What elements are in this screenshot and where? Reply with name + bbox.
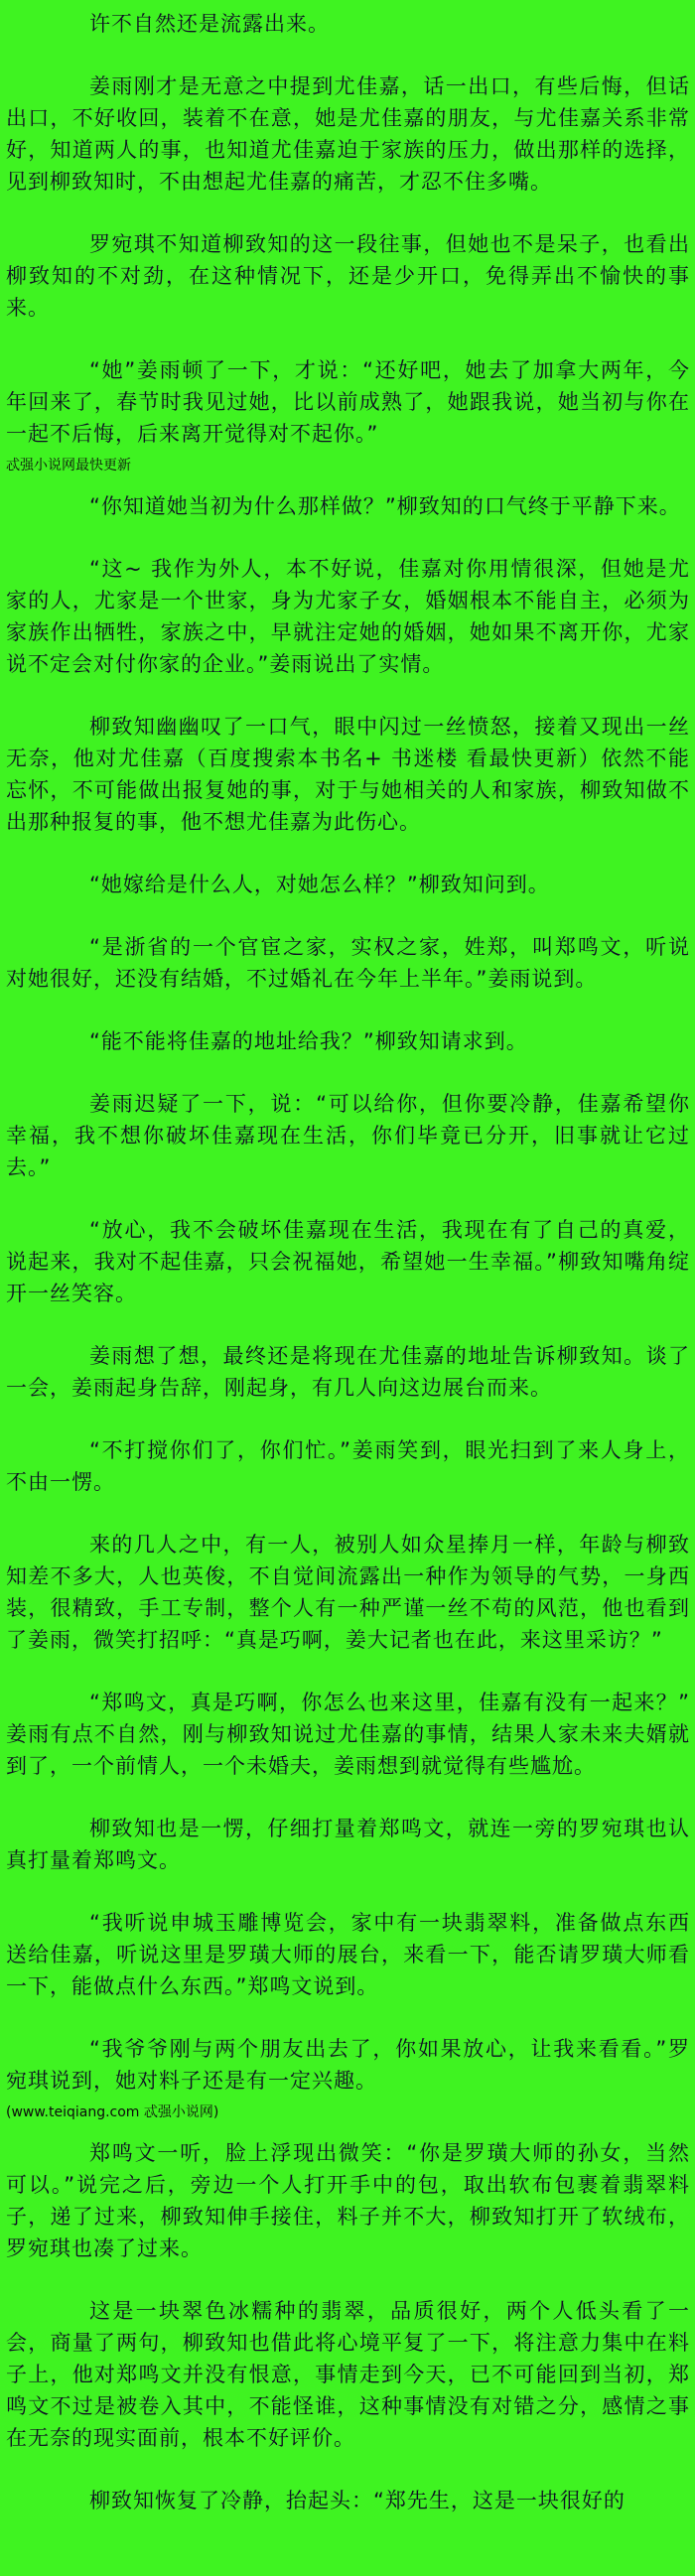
site-watermark: (www.teiqiang.com 忒强小说网) <box>6 2104 219 2120</box>
novel-paragraph: 郑鸣文一听，脸上浮现出微笑：“你是罗璜大师的孙女，当然可以。”说完之后，旁边一个人打开手中的包，取出软布包裹着翡翠料子，递了过来，柳致知伸手接住，料子并不大，柳致知打开了软绒布，罗宛琪也凑了过来。 <box>6 2141 690 2260</box>
novel-paragraph: 柳致知幽幽叹了一口气，眼中闪过一丝愤怒，接着又现出一丝无奈，他对尤佳嘉（百度搜索本书名+ 书迷楼 看最快更新）依然不能忘怀，不可能做出报复她的事，对于与她相关的人和家族，柳致知做不出那种报复的事，他不想尤佳嘉为此伤心。 <box>6 715 690 834</box>
novel-paragraph: “放心，我不会破坏佳嘉现在生活，我现在有了自己的真爱，说起来，我对不起佳嘉，只会祝福她，希望她一生幸福。”柳致知嘴角绽开一丝笑容。 <box>6 1218 690 1305</box>
novel-paragraph: “我听说申城玉雕博览会，家中有一块翡翠料，准备做点东西送给佳嘉，听说这里是罗璜大师的展台，来看一下，能否请罗璜大师看一下，能做点什么东西。”郑鸣文说到。 <box>6 1911 690 1998</box>
novel-paragraph: 姜雨刚才是无意之中提到尤佳嘉，话一出口，有些后悔，但话出口，不好收回，装着不在意，她是尤佳嘉的朋友，与尤佳嘉关系非常好，知道两人的事，也知道尤佳嘉迫于家族的压力，做出那样的选择，见到柳致知时，不由想起尤佳嘉的痛苦，才忍不住多嘴。 <box>6 74 690 194</box>
novel-paragraph: “能不能将佳嘉的地址给我？”柳致知请求到。 <box>89 1029 528 1053</box>
novel-paragraph: 柳致知也是一愣，仔细打量着郑鸣文，就连一旁的罗宛琪也认真打量着郑鸣文。 <box>6 1817 690 1872</box>
novel-paragraph: “不打搅你们了，你们忙。”姜雨笑到，眼光扫到了来人身上，不由一愣。 <box>6 1438 690 1494</box>
novel-paragraph: 姜雨想了想，最终还是将现在尤佳嘉的地址告诉柳致知。谈了一会，姜雨起身告辞，刚起身，有几人向这边展台而来。 <box>6 1344 690 1400</box>
novel-paragraph: “我爷爷刚与两个朋友出去了，你如果放心，让我来看看。”罗宛琪说到，她对料子还是有一定兴趣。 <box>6 2037 690 2093</box>
novel-paragraph: 罗宛琪不知道柳致知的这一段往事，但她也不是呆子，也看出柳致知的不对劲，在这种情况下，还是少开口，免得弄出不愉快的事来。 <box>6 232 690 320</box>
novel-paragraph: 姜雨迟疑了一下，说：“可以给你，但你要冷静，佳嘉希望你幸福，我不想你破坏佳嘉现在生活，你们毕竟已分开，旧事就让它过去。” <box>6 1092 690 1179</box>
novel-paragraph: “她嫁给是什么人，对她怎么样？”柳致知问到。 <box>89 873 550 896</box>
novel-paragraph: 柳致知恢复了冷静，抬起头：“郑先生，这是一块很好的 <box>89 2489 626 2512</box>
novel-paragraph: “这~ 我作为外人，本不好说，佳嘉对你用情很深，但她是尤家的人，尤家是一个世家，身为尤家子女，婚姻根本不能自主，必须为家族作出牺牲，家族之中，早就注定她的婚姻，她如果不离开你，尤家说不定会对付你家的企业。”姜雨说出了实情。 <box>6 557 690 676</box>
novel-paragraph: “是浙省的一个官宦之家，实权之家，姓郑，叫郑鸣文，听说对她很好，还没有结婚，不过婚礼在今年上半年。”姜雨说到。 <box>6 935 690 991</box>
novel-paragraph: “你知道她当初为什么那样做？”柳致知的口气终于平静下来。 <box>89 494 681 518</box>
novel-paragraph: 这是一块翠色冰糯种的翡翠，品质很好，两个人低头看了一会，商量了两句，柳致知也借此将心境平复了一下，将注意力集中在料子上，他对郑鸣文并没有恨意，事情走到今天，已不可能回到当初，郑鸣文不过是被卷入其中，不能怪谁，这种事情没有对错之分，感情之事在无奈的现实面前，根本不好评价。 <box>6 2299 690 2450</box>
site-watermark: 忒强小说网最快更新 <box>6 458 131 474</box>
novel-paragraph: 许不自然还是流露出来。 <box>89 12 330 36</box>
novel-content <box>6 8 690 2516</box>
novel-paragraph: 来的几人之中，有一人，被别人如众星捧月一样，年龄与柳致知差不多大，人也英俊，不自觉间流露出一种作为领导的气势，一身西装，很精致，手工专制，整个人有一种严谨一丝不苟的风范，他也看到了姜雨，微笑打招呼：“真是巧啊，姜大记者也在此，来这里采访？” <box>6 1533 690 1652</box>
novel-paragraph: “她”姜雨顿了一下，才说：“还好吧，她去了加拿大两年，今年回来了，春节时我见过她，比以前成熟了，她跟我说，她当初与你在一起不后悔，后来离开觉得对不起你。” <box>6 358 690 446</box>
novel-paragraph: “郑鸣文，真是巧啊，你怎么也来这里，佳嘉有没有一起来？”姜雨有点不自然，刚与柳致知说过尤佳嘉的事情，结果人家未来夫婿就到了，一个前情人，一个未婚夫，姜雨想到就觉得有些尴尬。 <box>6 1691 690 1778</box>
